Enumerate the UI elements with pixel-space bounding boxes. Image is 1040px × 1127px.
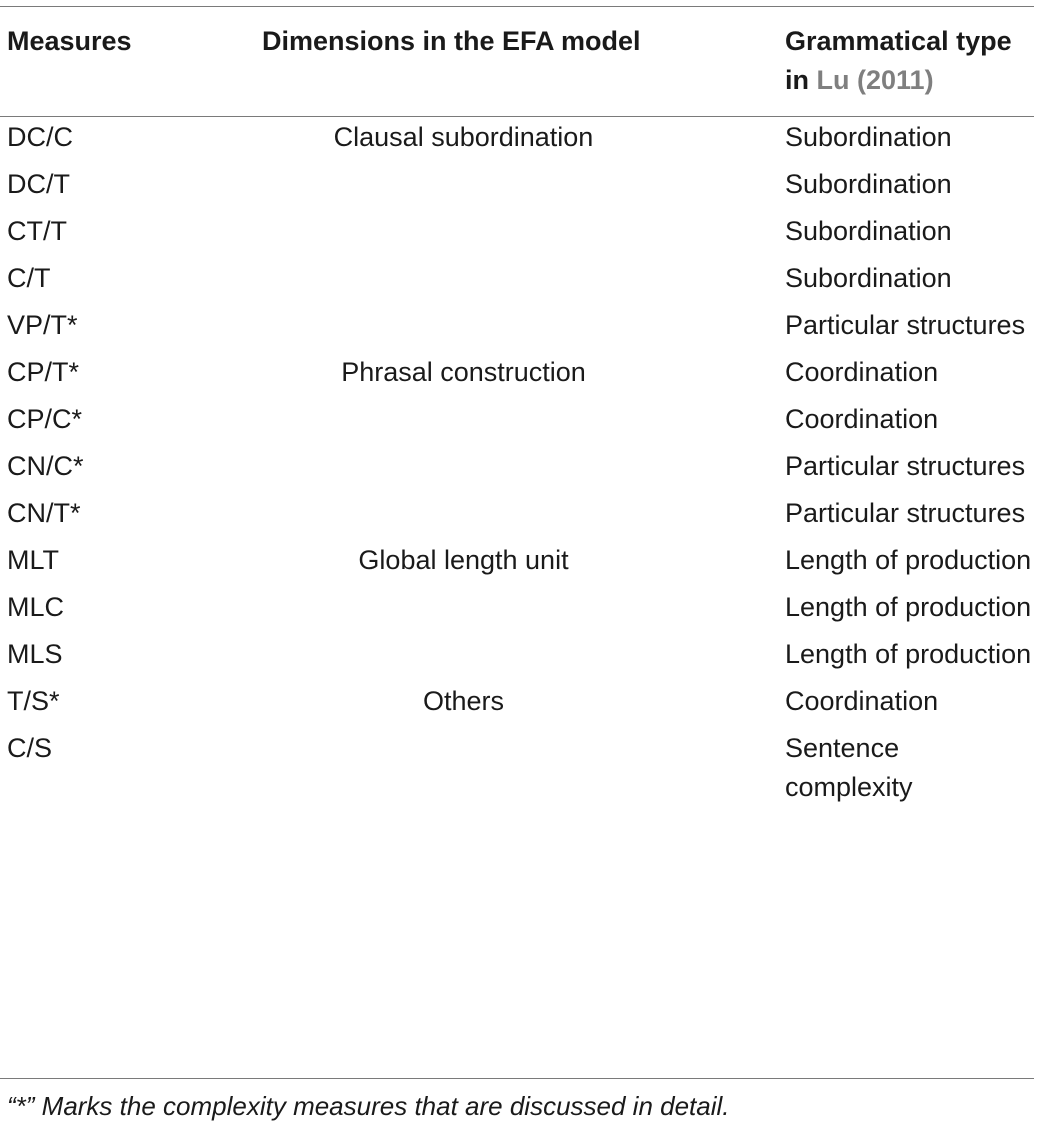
grammatical-type-cell: Subordination — [785, 169, 952, 199]
dimension-cell: Phrasal construction — [341, 357, 586, 387]
grammatical-type-cell: Coordination — [785, 357, 939, 387]
grammatical-type-cell: Sentence complexity — [785, 733, 913, 802]
table-row — [0, 635, 1034, 682]
dimension-cell — [190, 165, 777, 212]
table-header — [0, 0, 1034, 100]
grammatical-type-cell: Subordination — [785, 216, 952, 246]
table-row — [0, 400, 1034, 447]
header-grammatical-prefix: Grammatical type in — [785, 26, 1012, 95]
table-row — [0, 541, 1034, 588]
measure-cell: VP/T* — [7, 310, 78, 340]
dimension-cell — [190, 212, 777, 259]
table-row — [0, 729, 1034, 815]
measure-cell: CP/C* — [7, 404, 83, 434]
table-row — [0, 588, 1034, 635]
measure-cell: DC/T — [7, 169, 70, 199]
header-grammatical-type — [777, 0, 1034, 100]
measure-cell: CT/T — [7, 216, 67, 246]
grammatical-type-cell: Particular structures — [785, 310, 1026, 340]
header-measures: Measures — [7, 26, 132, 56]
table-row — [0, 494, 1034, 541]
header-dimensions: Dimensions in the EFA model — [262, 26, 641, 56]
table-row — [0, 447, 1034, 494]
table-row — [0, 259, 1034, 306]
grammatical-type-cell: Particular structures — [785, 451, 1026, 481]
dimension-cell — [190, 588, 777, 635]
measure-cell: C/T — [7, 263, 51, 293]
dimension-cell — [190, 729, 777, 815]
table-row — [0, 165, 1034, 212]
measure-cell: MLT — [7, 545, 59, 575]
measure-cell: DC/C — [7, 122, 73, 152]
bottom-rule — [0, 1078, 1034, 1079]
header-row — [0, 0, 1034, 100]
measure-cell: C/S — [7, 733, 53, 763]
citation-link[interactable]: Lu (2011) — [816, 65, 934, 95]
grammatical-type-cell: Particular structures — [785, 498, 1026, 528]
table-row — [0, 682, 1034, 729]
table-row — [0, 100, 1034, 165]
grammatical-type-cell: Subordination — [785, 263, 952, 293]
dimension-cell: Global length unit — [358, 545, 569, 575]
measure-cell: MLC — [7, 592, 65, 622]
dimension-cell — [190, 635, 777, 682]
grammatical-type-cell: Coordination — [785, 686, 939, 716]
measure-cell: CN/C* — [7, 451, 84, 481]
dimension-cell: Others — [422, 686, 505, 716]
table-body — [0, 100, 1034, 815]
dimension-cell — [190, 259, 777, 306]
table-row — [0, 212, 1034, 259]
measure-cell: CN/T* — [7, 498, 81, 528]
grammatical-type-cell: Length of production — [785, 592, 1032, 622]
dimension-cell: Clausal subordination — [333, 122, 594, 152]
table-row — [0, 353, 1034, 400]
measure-cell: CP/T* — [7, 357, 80, 387]
grammatical-type-cell: Subordination — [785, 122, 952, 152]
dimension-cell — [190, 447, 777, 494]
dimension-cell — [190, 400, 777, 447]
table-row — [0, 306, 1034, 353]
grammatical-type-cell: Length of production — [785, 545, 1032, 575]
measure-cell: T/S* — [7, 686, 60, 716]
table-footnote: “*” Marks the complexity measures that are discussed in detail. — [7, 1091, 730, 1121]
grammatical-type-cell: Length of production — [785, 639, 1032, 669]
dimension-cell — [190, 494, 777, 541]
measure-cell: MLS — [7, 639, 63, 669]
dimension-cell — [190, 306, 777, 353]
grammatical-type-cell: Coordination — [785, 404, 939, 434]
